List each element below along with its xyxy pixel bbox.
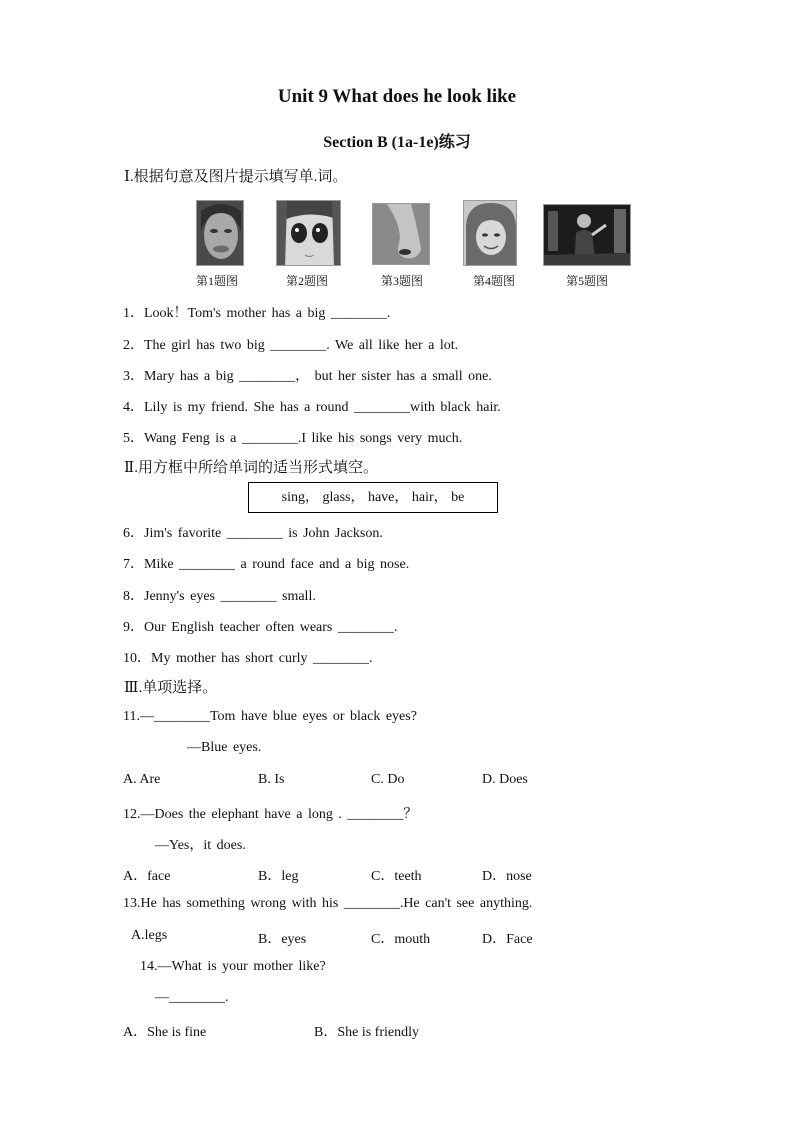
caption-1: 第1题图: [196, 274, 239, 288]
question-11-reply: —Blue eyes.: [187, 740, 262, 755]
section-3-heading: Ⅲ.单项选择。: [124, 680, 218, 696]
q11-option-d: D. Does: [482, 772, 528, 787]
picture-3-nose: [372, 203, 430, 265]
q11-option-b: B. Is: [258, 772, 285, 787]
picture-2-eyes: [276, 200, 341, 266]
question-6: 6．Jim's favorite ________ is John Jackson.: [123, 526, 383, 541]
caption-3: 第3题图: [381, 274, 424, 288]
caption-4: 第4题图: [473, 274, 516, 288]
question-12-reply: —Yes，it does.: [155, 838, 246, 853]
section-2-heading: Ⅱ.用方框中所给单词的适当形式填空。: [124, 460, 378, 476]
section-1-heading: Ⅰ.根据句意及图片提示填写单.词。: [124, 169, 348, 185]
page-subtitle: Section B (1a-1e)练习: [323, 134, 471, 151]
question-2: 2．The girl has two big ________. We all like her a lot.: [123, 338, 459, 353]
question-14-stem: 14.—What is your mother like?: [140, 959, 326, 974]
question-5: 5．Wang Feng is a ________.I like his songs very much.: [123, 431, 463, 446]
caption-2: 第2题图: [286, 274, 329, 288]
question-9: 9．Our English teacher often wears ________.: [123, 620, 398, 635]
question-12-stem: 12.—Does the elephant have a long . ________？: [123, 807, 418, 822]
question-7: 7．Mike ________ a round face and a big nose.: [123, 557, 410, 572]
q12-option-c: C．teeth: [371, 869, 422, 884]
q12-option-d: D．nose: [482, 869, 532, 884]
q13-option-a: A.legs: [131, 928, 168, 943]
q12-option-a: A．face: [123, 869, 171, 884]
caption-5: 第5题图: [566, 274, 609, 288]
q12-option-b: B．leg: [258, 869, 299, 884]
question-8: 8．Jenny's eyes ________ small.: [123, 589, 316, 604]
word-box: sing， glass， have， hair， be: [248, 482, 498, 513]
q14-option-a: A．She is fine: [123, 1025, 207, 1040]
question-11-stem: 11.—________Tom have blue eyes or black eyes?: [123, 709, 417, 724]
picture-4-round-face: [463, 200, 517, 266]
question-14-reply: —________.: [155, 990, 229, 1005]
question-13-stem: 13.He has something wrong with his ________.He can't see anything.: [123, 896, 533, 911]
picture-1-face: [196, 200, 244, 266]
question-3: 3．Mary has a big ________， but her sister has a small one.: [123, 369, 492, 384]
q11-option-c: C. Do: [371, 772, 405, 787]
question-4: 4．Lily is my friend. She has a round ________with black hair.: [123, 400, 501, 415]
question-1: 1．Look！Tom's mother has a big ________.: [123, 306, 391, 321]
question-10: 10．My mother has short curly ________.: [123, 651, 373, 666]
q13-option-d: D．Face: [482, 932, 533, 947]
q13-option-b: B．eyes: [258, 932, 307, 947]
page-title: Unit 9 What does he look like: [277, 86, 517, 107]
picture-5-singer: [543, 204, 631, 266]
q13-option-c: C．mouth: [371, 932, 431, 947]
q14-option-b: B．She is friendly: [314, 1025, 419, 1040]
q11-option-a: A. Are: [123, 772, 161, 787]
